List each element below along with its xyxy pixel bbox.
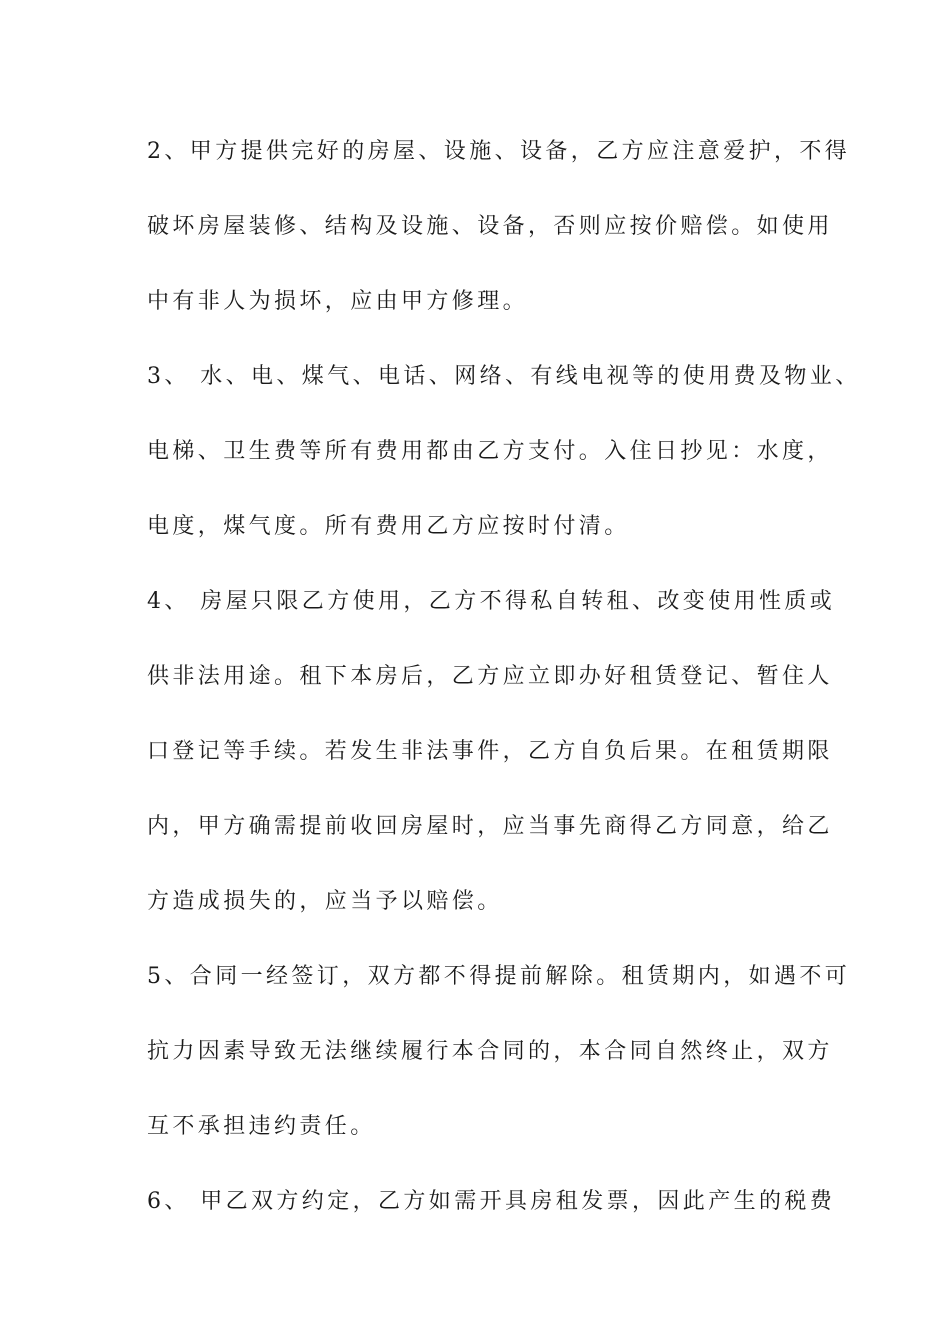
text-line: 5、合同一经签订，双方都不得提前解除。租赁期内，如遇不可 xyxy=(147,964,851,989)
text-line: 方造成损失的，应当予以赔偿。 xyxy=(147,889,503,914)
text-line: 破坏房屋装修、结构及设施、设备，否则应按价赔偿。如使用 xyxy=(147,214,833,239)
text-line: 4、 房屋只限乙方使用，乙方不得私自转租、改变使用性质或 xyxy=(147,589,836,614)
text-line: 电梯、卫生费等所有费用都由乙方支付。入住日抄见：水度， xyxy=(147,439,833,464)
text-line: 电度，煤气度。所有费用乙方应按时付清。 xyxy=(147,514,630,539)
text-line: 抗力因素导致无法继续履行本合同的，本合同自然终止，双方 xyxy=(147,1039,833,1064)
text-line: 互不承担违约责任。 xyxy=(147,1114,376,1139)
text-line: 供非法用途。租下本房后，乙方应立即办好租赁登记、暂住人 xyxy=(147,664,833,689)
text-line: 3、 水、电、煤气、电话、网络、有线电视等的使用费及物业、 xyxy=(147,364,861,389)
text-line: 内，甲方确需提前收回房屋时，应当事先商得乙方同意，给乙 xyxy=(147,814,833,839)
text-line: 2、甲方提供完好的房屋、设施、设备，乙方应注意爱护，不得 xyxy=(147,139,851,164)
text-line: 口登记等手续。若发生非法事件，乙方自负后果。在租赁期限 xyxy=(147,739,833,764)
text-line: 6、 甲乙双方约定，乙方如需开具房租发票，因此产生的税费 xyxy=(147,1189,836,1214)
text-line: 中有非人为损坏，应由甲方修理。 xyxy=(147,289,529,314)
